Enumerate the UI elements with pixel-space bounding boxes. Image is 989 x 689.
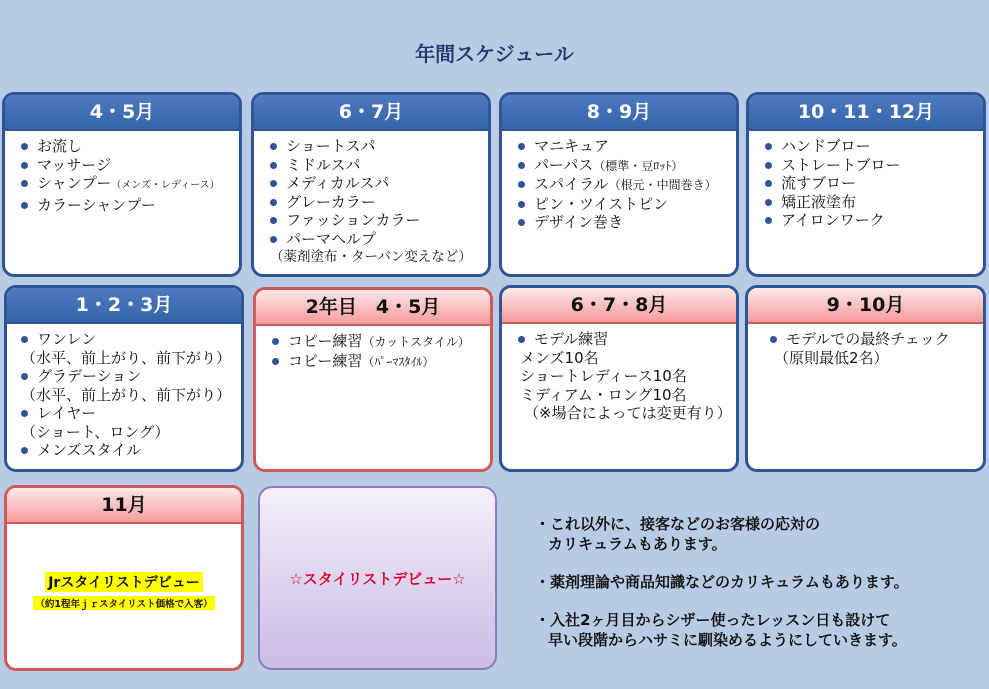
card-2nd-year-apr-may [253,287,493,472]
card-header: 8・9月 [502,95,736,131]
list-item: カラーシャンプー [21,196,229,215]
item-label: シャンプー [37,174,112,192]
list-item: ファッションカラー [270,211,478,230]
list-item: メディカルスパ [270,174,478,193]
item-note: （根元・中間巻き） [608,178,717,192]
card-sep-oct [745,285,986,472]
item-note: （メンズ・レディース） [111,180,220,191]
item-note: （カットスタイル） [362,335,470,349]
jr-debut-label: Jrスタイリストデビュー [45,572,203,592]
list-item: お流し [21,137,229,156]
item-note: （ﾊﾟｰﾏｽﾀｲﾙ） [362,354,435,369]
list-item: モデル練習 [518,330,726,349]
jr-debut-block [7,572,241,611]
card-jan-mar [4,285,244,472]
note-item [535,514,975,554]
card-header: 10・11・12月 [749,95,983,131]
list-item: 流すブロー [765,174,973,193]
card-aug-sep [499,92,739,277]
card-nov [4,485,244,671]
item-detail: ミディアム・ロング10名 [520,385,687,404]
card-header: 11月 [7,488,241,524]
note-item [535,610,975,650]
card-body [7,324,241,460]
card-body [502,131,736,232]
notes-block [535,514,975,668]
item-extra: （薬剤塗布・ターバン変えなど） [270,249,472,265]
list-item: ストレートブロー [765,156,973,175]
list-item: マッサージ [21,156,229,175]
note-line: ・これ以外に、接客などのお客様の応対の [535,515,821,533]
list-item: モデルでの最終チェック [770,330,973,349]
card-header: 9・10月 [748,288,983,324]
card-jun-jul [251,92,491,277]
list-item: ハンドブロー [765,137,973,156]
item-label: コピー練習 [288,332,363,350]
list-item: ピン・ツイストピン [518,195,726,214]
item-note: （標準・豆ﾛｯﾄ） [593,158,684,173]
card-body [254,131,488,267]
list-item: 矯正液塗布 [765,193,973,212]
item-detail: メンズ10名 [520,348,599,367]
stylist-debut-label: ☆スタイリストデビュー☆ [289,569,466,588]
card-jun-aug [499,285,739,472]
item-detail: （水平、前上がり、前下がり） [21,385,232,404]
card-body [749,131,983,230]
item-detail: ショートレディース10名 [520,367,687,385]
list-item: デザイン巻き [518,213,726,232]
note-line: ・薬剤理論や商品知識などのカリキュラムもあります。 [535,573,909,591]
item-label: パーパス [534,155,594,174]
list-item: パーマヘルプ [270,230,478,249]
list-item [21,174,229,196]
item-detail: （水平、前上がり、前下がり） [21,348,232,367]
page-title: 年間スケジュール [415,42,574,66]
card-header: 1・2・3月 [7,288,241,324]
list-item: グレーカラー [270,193,478,212]
item-detail: （原則最低2名） [774,348,889,367]
card-oct-dec [746,92,986,277]
item-label: コピー練習 [288,351,363,370]
list-item [272,332,480,352]
item-detail: （※場合によっては変更有り） [524,404,732,422]
card-header: 6・7・8月 [502,288,736,324]
list-item: マニキュア [518,137,726,156]
list-item: ショートスパ [270,137,478,156]
card-body [256,326,490,371]
note-line: ・入社2ヶ月目からシザー使ったレッスン日も設けて [535,611,891,629]
stylist-debut-box [258,486,497,670]
list-item [518,175,726,195]
note-line: カリキュラムもあります。 [548,535,727,553]
list-item: レイヤー [21,404,231,423]
card-body [5,131,239,214]
list-item: アイロンワーク [765,211,973,230]
note-line: 早い段階からハサミに馴染めるようにしていきます。 [548,631,907,649]
card-header: 4・5月 [5,95,239,131]
jr-debut-note: （約1程年ｊｒスタイリスト価格で入客） [33,596,214,610]
card-body [502,324,736,423]
list-item: グラデーション [21,367,231,386]
list-item [272,352,480,372]
card-body [748,324,983,367]
note-item [535,572,975,592]
list-item [518,156,726,176]
list-item: メンズスタイル [21,441,231,460]
card-apr-may [2,92,242,277]
list-item: ミドルスパ [270,156,478,175]
card-header: 6・7月 [254,95,488,131]
item-label: スパイラル [534,175,609,193]
item-detail: （ショート、ロング） [21,422,170,441]
card-header: 2年目 4・5月 [256,290,490,326]
list-item: ワンレン [21,330,231,349]
